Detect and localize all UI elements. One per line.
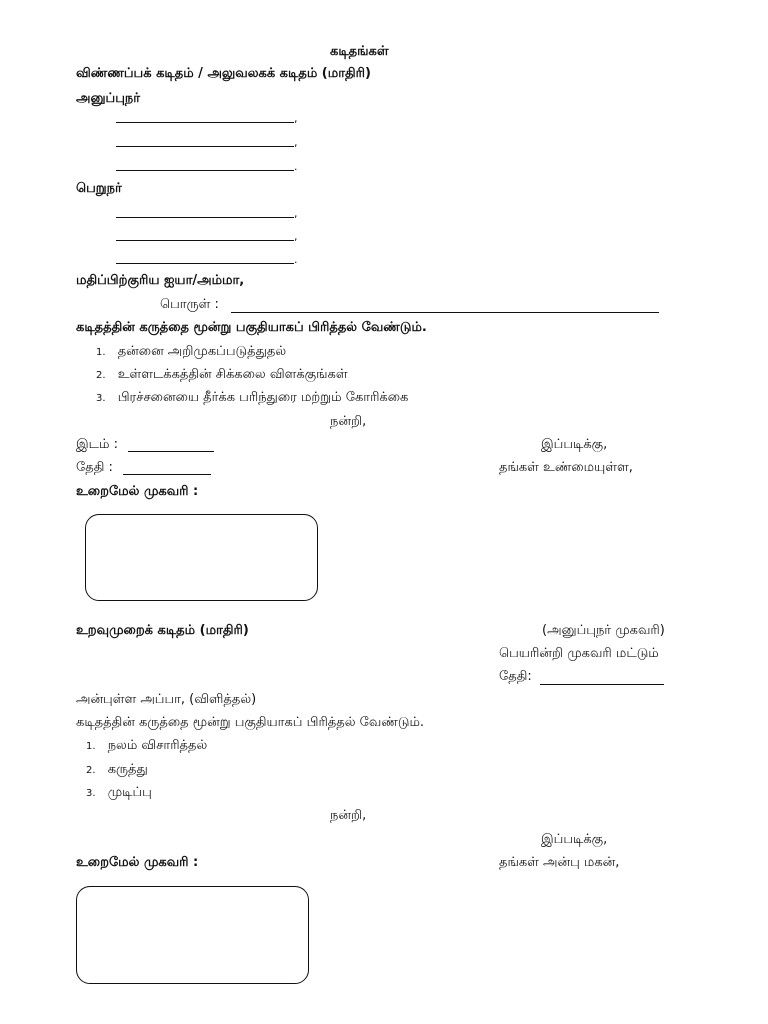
sender-line-3-period: . [294, 160, 298, 173]
sender-label: அனுப்புநர் [76, 91, 141, 106]
formal-date-label: தேதி : [76, 460, 113, 475]
informal-point-1-number: 1. [86, 741, 96, 752]
formal-body-instruction: கடிதத்தின் கருத்தை மூன்று பகுதியாகப் பிரித்தல் வேண்டும். [76, 320, 427, 335]
place-label: இடம் : [76, 437, 118, 452]
subject-label: பொருள் : [160, 297, 219, 312]
informal-sender-note: பெயரின்றி முகவரி மட்டும் [499, 646, 659, 661]
informal-envelope-box [76, 886, 309, 984]
informal-point-3 [86, 785, 152, 801]
informal-date-line [540, 684, 664, 685]
page-title: கடிதங்கள் [330, 44, 389, 59]
formal-point-2 [96, 367, 348, 383]
informal-point-2 [86, 762, 148, 778]
informal-point-3-text: முடிப்பு [107, 785, 152, 800]
informal-signature: தங்கள் அன்பு மகன், [499, 855, 620, 870]
subject-line [231, 312, 659, 313]
informal-envelope-label: உறைமேல் முகவரி : [76, 855, 199, 870]
formal-closing: இப்படிக்கு, [541, 437, 608, 452]
formal-date-line [123, 474, 211, 475]
formal-point-3-text: பிரச்சனையை தீர்க்க பரிந்துரை மற்றும் கோரிக்கை [117, 390, 409, 405]
receiver-address-line-3 [116, 263, 294, 264]
receiver-line-1-comma: , [294, 207, 298, 220]
informal-point-3-number: 3. [86, 788, 96, 799]
formal-envelope-label: உறைமேல் முகவரி : [76, 484, 199, 499]
informal-point-2-text: கருத்து [107, 762, 148, 777]
formal-point-3 [96, 390, 408, 406]
formal-signature: தங்கள் உண்மையுள்ள, [499, 460, 633, 475]
formal-point-3-number: 3. [96, 393, 106, 404]
receiver-address-line-2 [116, 240, 294, 241]
formal-point-1 [96, 344, 286, 360]
sender-address-line-1 [116, 122, 294, 123]
formal-salutation: மதிப்பிற்குரிய ஐயா/அம்மா, [76, 273, 245, 288]
sender-address-line-3 [116, 170, 294, 171]
receiver-line-3-period: . [294, 253, 298, 266]
informal-sender-address: (அனுப்புநர் முகவரி) [542, 623, 665, 638]
formal-point-2-number: 2. [96, 370, 106, 381]
sender-line-1-comma: , [294, 112, 298, 125]
sender-line-2-comma: , [294, 136, 298, 149]
sender-address-line-2 [116, 146, 294, 147]
informal-point-2-number: 2. [86, 765, 96, 776]
receiver-label: பெறுநர் [76, 181, 122, 196]
informal-body-instruction: கடிதத்தின் கருத்தை மூன்று பகுதியாகப் பிரித்தல் வேண்டும். [76, 715, 425, 730]
place-line [128, 451, 214, 452]
informal-point-1 [86, 738, 207, 754]
informal-salutation: அன்புள்ள அப்பா, (விளித்தல்) [76, 692, 257, 707]
informal-closing: இப்படிக்கு, [541, 832, 608, 847]
formal-point-2-text: உள்ளடக்கத்தின் சிக்கலை விளக்குங்கள் [117, 367, 348, 382]
formal-thanks: நன்றி, [330, 414, 367, 429]
formal-point-1-text: தன்னை அறிமுகப்படுத்துதல் [117, 344, 287, 359]
formal-envelope-box [85, 514, 318, 601]
receiver-address-line-1 [116, 217, 294, 218]
formal-heading: விண்ணப்பக் கடிதம் / அலுவலகக் கடிதம் (மாதிரி) [76, 66, 371, 81]
informal-date-label: தேதி: [499, 669, 532, 684]
receiver-line-2-comma: , [294, 230, 298, 243]
informal-point-1-text: நலம் விசாரித்தல் [107, 738, 208, 753]
formal-point-1-number: 1. [96, 347, 106, 358]
informal-thanks: நன்றி, [330, 808, 367, 823]
informal-heading: உறவுமுறைக் கடிதம் (மாதிரி) [76, 623, 249, 638]
